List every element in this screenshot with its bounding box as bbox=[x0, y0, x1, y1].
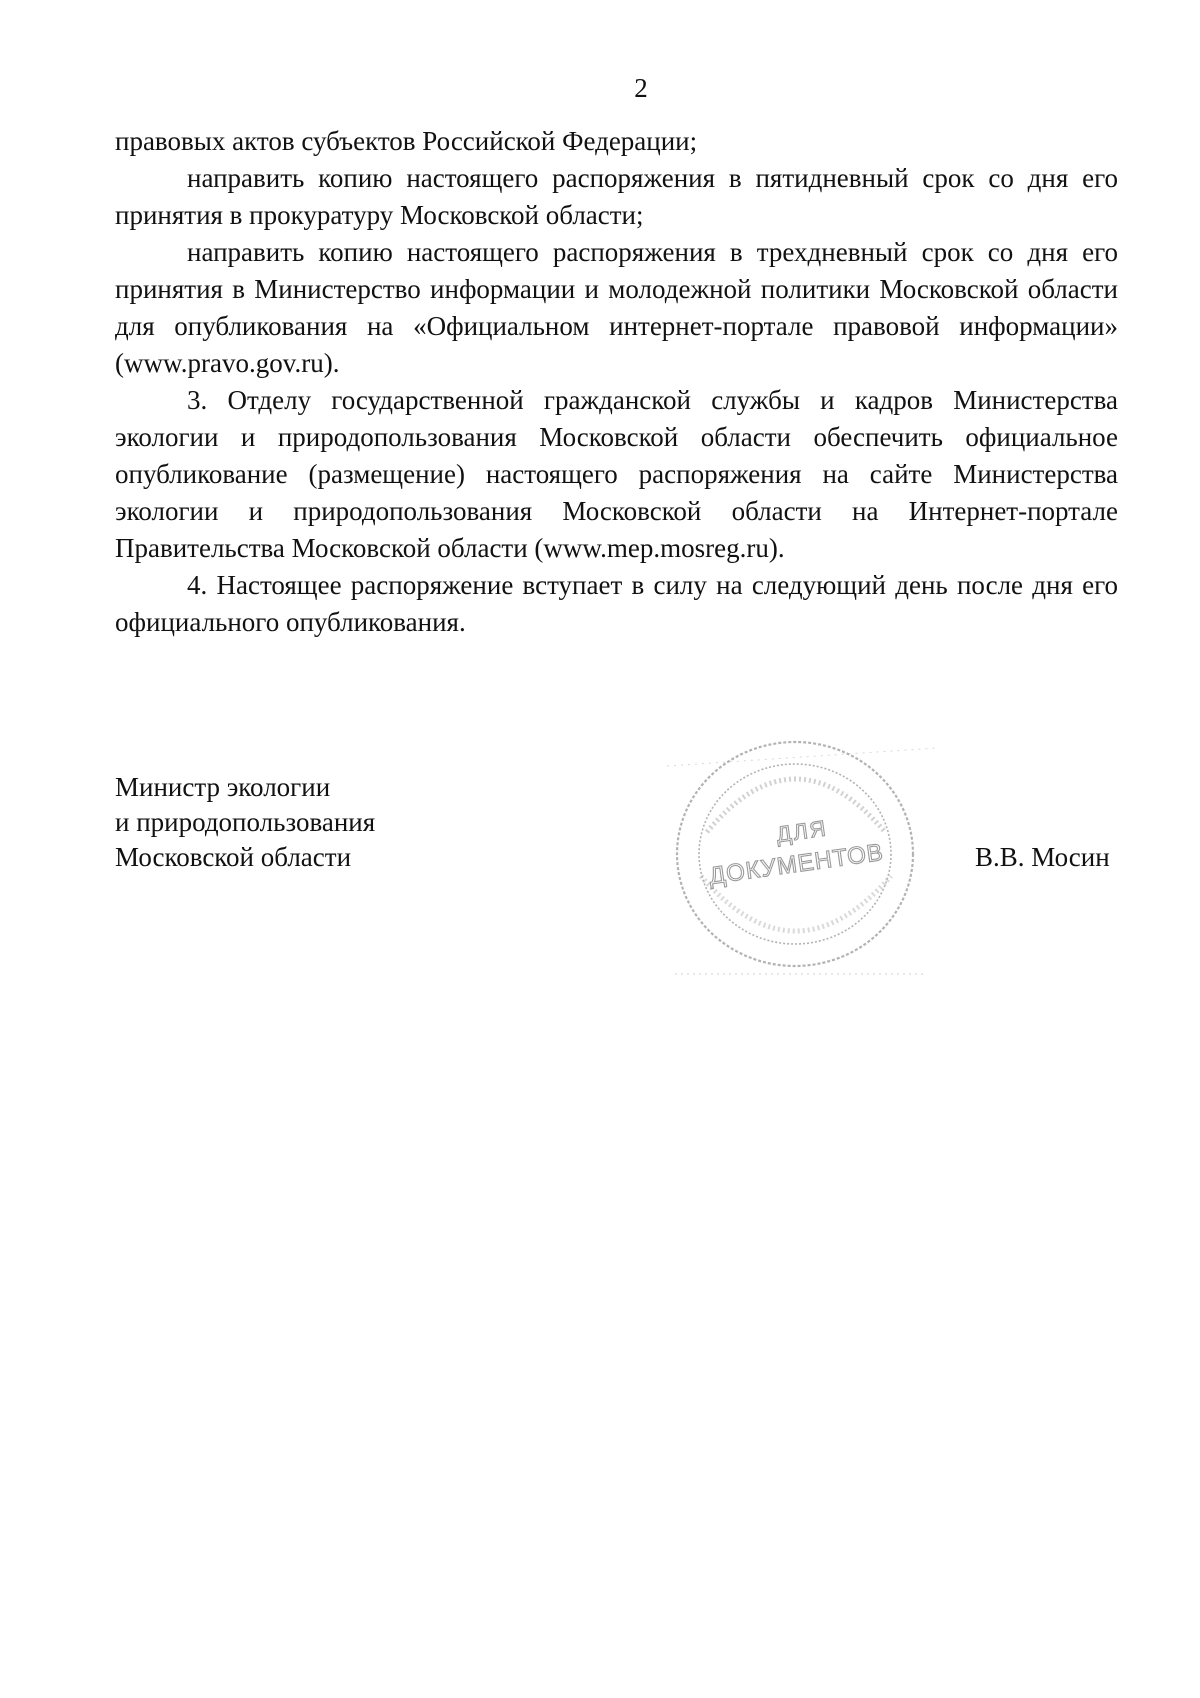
signatory-position-line: Московской области bbox=[115, 842, 352, 872]
official-stamp bbox=[655, 736, 945, 986]
signatory-position-line: и природопользования bbox=[115, 807, 376, 837]
svg-text:ДОКУМЕНТОВ: ДОКУМЕНТОВ bbox=[707, 838, 886, 891]
paragraph: направить копию настоящего распоряжения в пятидневный срок со дня его принятия в прокуратуру Московской области; bbox=[115, 163, 1118, 230]
paragraph: 3. Отделу государственной гражданской службы и кадров Министерства экологии и природопользования Московской области обеспечить официальное опубликование (размещение) настоящего распоряжения на сайте Министерства экологии и природопользования Московской области на Интернет-портале Правительства Московской области (www.mep.mosreg.ru). bbox=[115, 385, 1118, 563]
signatory-position bbox=[115, 770, 375, 875]
signatory-position-line: Министр экологии bbox=[115, 772, 331, 802]
paragraph: 4. Настоящее распоряжение вступает в силу на следующий день после дня его официального опубликования. bbox=[115, 570, 1118, 637]
body-text bbox=[115, 123, 1118, 641]
paragraph: направить копию настоящего распоряжения в трехдневный срок со дня его принятия в Министерство информации и молодежной политики Московской области для опубликования на «Официальном интернет-портале правовой информации» (www.pravo.gov.ru). bbox=[115, 237, 1118, 378]
svg-text:ДЛЯ: ДЛЯ bbox=[774, 815, 830, 848]
page-number: 2 bbox=[634, 73, 648, 103]
paragraph: правовых актов субъектов Российской Федерации; bbox=[115, 126, 698, 156]
signatory-name: В.В. Мосин bbox=[975, 842, 1110, 872]
